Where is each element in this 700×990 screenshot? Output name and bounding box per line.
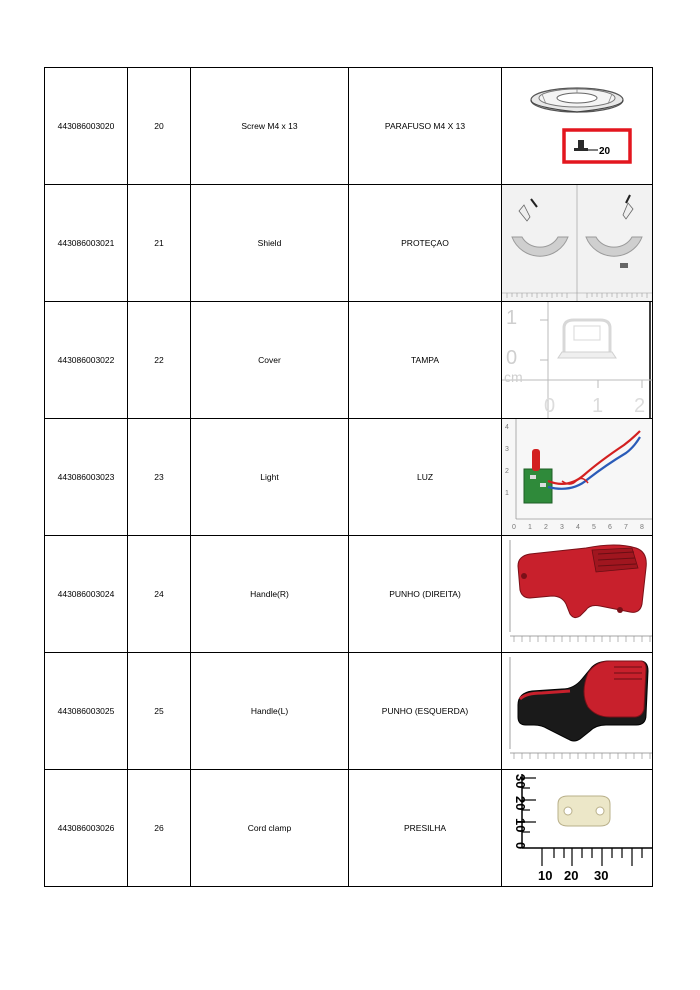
part-code: 443086003020 xyxy=(45,68,128,185)
scale-label: 5 xyxy=(592,524,596,531)
scale-label: 20 xyxy=(513,796,528,811)
scale-label: 0 xyxy=(512,524,516,531)
description-portuguese: PUNHO (ESQUERDA) xyxy=(349,653,502,770)
shield-photo xyxy=(502,185,652,301)
scale-label: 10 xyxy=(513,818,528,833)
part-image xyxy=(502,536,653,653)
light-pcb-photo xyxy=(502,419,652,535)
part-code: 443086003023 xyxy=(45,419,128,536)
table-row xyxy=(45,302,653,419)
scale-label: 4 xyxy=(505,424,509,431)
part-image xyxy=(502,68,653,185)
scale-label: 0 xyxy=(513,842,528,850)
part-image xyxy=(502,302,653,419)
description-portuguese: PUNHO (DIREITA) xyxy=(349,536,502,653)
table-row xyxy=(45,653,653,770)
scale-label: 8 xyxy=(640,524,644,531)
position-number: 24 xyxy=(128,536,191,653)
scale-label: 30 xyxy=(594,868,609,883)
part-code: 443086003024 xyxy=(45,536,128,653)
scale-label: 6 xyxy=(608,524,612,531)
cord-clamp-photo xyxy=(502,770,652,886)
scale-label: 20 xyxy=(564,868,579,883)
description-english: Cover xyxy=(191,302,349,419)
table-row xyxy=(45,68,653,185)
table-row xyxy=(45,770,653,887)
description-portuguese: PROTEÇAO xyxy=(349,185,502,302)
parts-table xyxy=(44,67,653,887)
scale-label: 4 xyxy=(576,524,580,531)
scale-label: 7 xyxy=(624,524,628,531)
part-image xyxy=(502,770,653,887)
table-row xyxy=(45,185,653,302)
scale-label: 2 xyxy=(544,524,548,531)
scale-label: 2 xyxy=(634,395,646,417)
description-english: Cord clamp xyxy=(191,770,349,887)
scale-label: 3 xyxy=(505,446,509,453)
description-english: Light xyxy=(191,419,349,536)
part-image xyxy=(502,419,653,536)
part-code: 443086003021 xyxy=(45,185,128,302)
scale-label: 1 xyxy=(528,524,532,531)
position-number: 20 xyxy=(128,68,191,185)
handle-left-photo xyxy=(502,653,652,769)
scale-label: cm xyxy=(504,369,523,385)
description-portuguese: PARAFUSO M4 X 13 xyxy=(349,68,502,185)
handle-right-photo xyxy=(502,536,652,652)
scale-label: 0 xyxy=(506,347,518,369)
part-code: 443086003025 xyxy=(45,653,128,770)
part-image xyxy=(502,185,653,302)
table-row xyxy=(45,419,653,536)
callout-number: 20 xyxy=(599,146,611,157)
description-portuguese: PRESILHA xyxy=(349,770,502,887)
cover-photo xyxy=(502,302,652,418)
position-number: 26 xyxy=(128,770,191,887)
scale-label: 10 xyxy=(538,868,553,883)
description-portuguese: LUZ xyxy=(349,419,502,536)
screw-on-ring-photo xyxy=(502,68,652,184)
description-english: Shield xyxy=(191,185,349,302)
description-english: Screw M4 x 13 xyxy=(191,68,349,185)
scale-label: 30 xyxy=(513,774,528,789)
scale-label: 1 xyxy=(506,307,518,329)
description-english: Handle(R) xyxy=(191,536,349,653)
part-code: 443086003026 xyxy=(45,770,128,887)
scale-label: 0 xyxy=(544,395,556,417)
position-number: 21 xyxy=(128,185,191,302)
part-code: 443086003022 xyxy=(45,302,128,419)
table-row xyxy=(45,536,653,653)
scale-label: 2 xyxy=(505,468,509,475)
part-image xyxy=(502,653,653,770)
description-portuguese: TAMPA xyxy=(349,302,502,419)
scale-label: 1 xyxy=(592,395,604,417)
position-number: 25 xyxy=(128,653,191,770)
position-number: 22 xyxy=(128,302,191,419)
description-english: Handle(L) xyxy=(191,653,349,770)
scale-label: 3 xyxy=(560,524,564,531)
scale-label: 1 xyxy=(505,490,509,497)
position-number: 23 xyxy=(128,419,191,536)
